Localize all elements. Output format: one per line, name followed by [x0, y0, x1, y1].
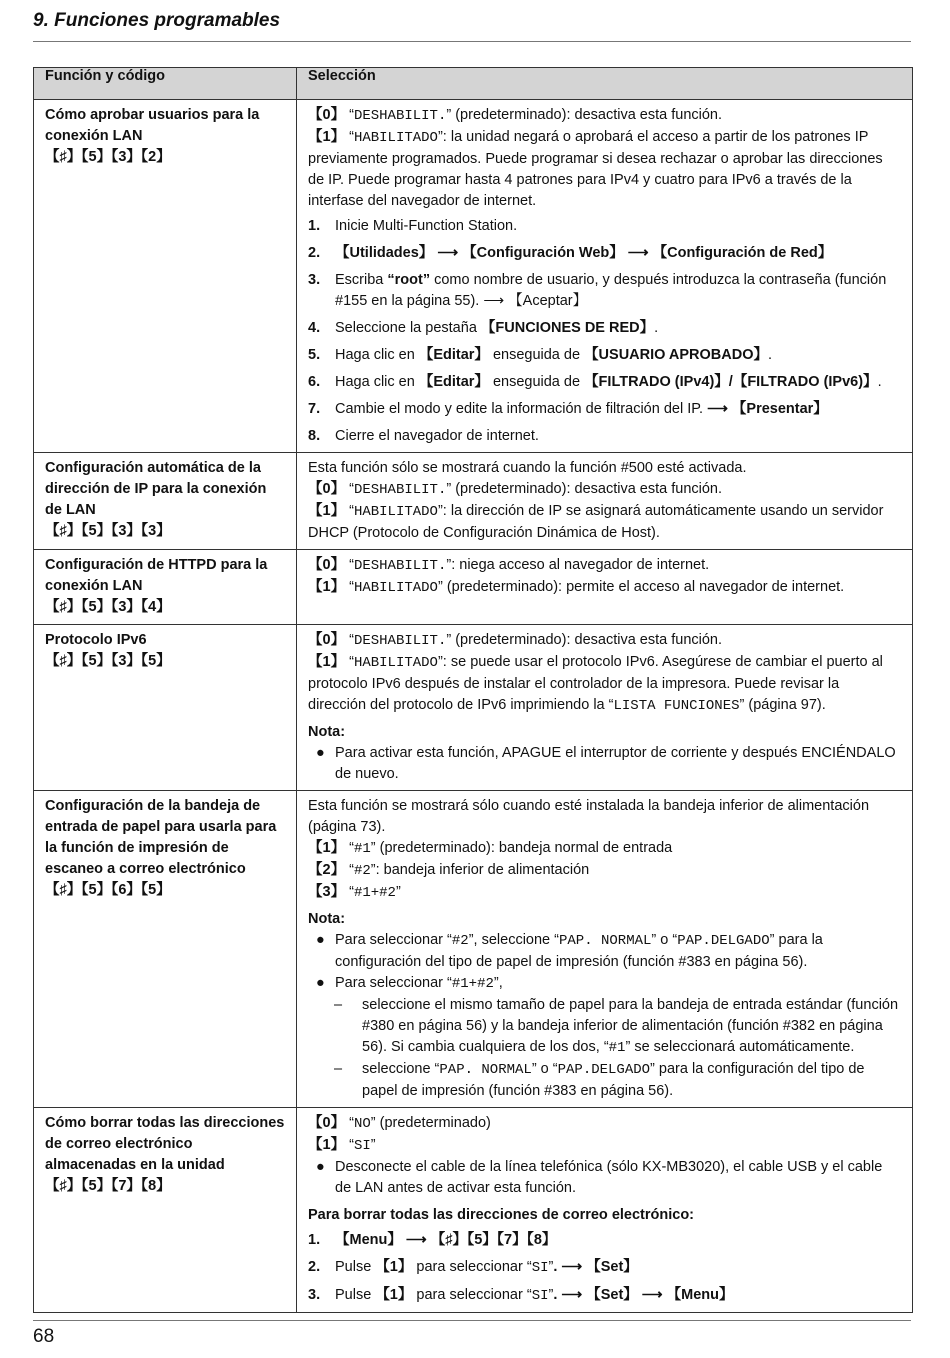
page-number: 68: [33, 1326, 55, 1347]
selection-cell: [297, 100, 913, 453]
procedure-heading: Para borrar todas las direcciones de correo electrónico:: [308, 1207, 695, 1223]
function-code: 【♯】【5】【3】【3】: [45, 523, 171, 539]
option-line: 【0】 “DESHABILIT.” (predeterminado): desactiva esta función.: [308, 107, 723, 124]
bullet-item: ● Para seleccionar “#2”, seleccione “PAP. NORMAL” o “PAP.DELGADO” para la configuración del tipo de papel de impresión (función #383 en página 56).: [308, 930, 901, 973]
table-row: [34, 791, 913, 1108]
table-row: [34, 1108, 913, 1313]
bullet-item: ● Desconecte el cable de la línea telefónica (sólo KX-MB3020), el cable USB y el cable de LAN antes de activar esta función.: [308, 1157, 901, 1199]
option-line: 【0】 “DESHABILIT.” (predeterminado): desactiva esta función.: [308, 632, 723, 649]
note-label: Nota:: [308, 724, 346, 740]
list-item: 3. Pulse 【1】 para seleccionar “SI”. ⟶ 【Set】 ⟶ 【Menu】: [308, 1287, 734, 1304]
function-code: 【♯】【5】【3】【5】: [45, 653, 171, 669]
option-line: 【2】 “#2”: bandeja inferior de alimentación: [308, 862, 590, 879]
function-name: Cómo borrar todas las direcciones de correo electrónico almacenadas en la unidad: [45, 1115, 285, 1173]
option-line: 【1】 “HABILITADO”: se puede usar el protocolo IPv6. Asegúrese de cambiar el puerto al protocolo IPv6 después de instalar el controlador de la impresora. Puede revisar la dirección del protocolo de IPv6 imprimiendo la “LISTA FUNCIONES” (página 97).: [308, 654, 883, 714]
bullet-item: ● Para seleccionar “#1+#2”,: [308, 973, 901, 995]
section-title: 9. Funciones programables: [33, 10, 281, 31]
dash-item: – seleccione “PAP. NORMAL” o “PAP.DELGADO” para la configuración del tipo de papel de impresión (función #383 en página 56).: [334, 1061, 865, 1099]
bullet-icon: ●: [316, 975, 325, 991]
function-name: Protocolo IPv6: [45, 632, 147, 648]
table-row: [34, 453, 913, 550]
column-header-selection: Selección: [297, 68, 913, 100]
list-item: 5. Haga clic en 【Editar】 enseguida de 【USUARIO APROBADO】.: [308, 347, 773, 363]
function-code: 【♯】【5】【6】【5】: [45, 882, 171, 898]
footer-divider: [33, 1320, 911, 1321]
option-line: 【1】 “SI”: [308, 1137, 376, 1154]
list-item: 4. Seleccione la pestaña 【FUNCIONES DE RED】.: [308, 320, 659, 336]
steps-list: [308, 1230, 901, 1307]
function-cell: [34, 550, 297, 625]
note-label: Nota:: [308, 911, 346, 927]
list-item: 7. Cambie el modo y edite la información de filtración del IP. ⟶ 【Presentar】: [308, 401, 828, 417]
bullet-icon: ●: [316, 1159, 325, 1175]
list-item: 2. Pulse 【1】 para seleccionar “SI”. ⟶ 【Set】: [308, 1259, 638, 1276]
table-row: [34, 100, 913, 453]
option-line: 【0】 “DESHABILIT.”: niega acceso al navegador de internet.: [308, 557, 710, 574]
steps-list: [308, 216, 901, 447]
option-line: 【1】 “HABILITADO”: la unidad negará o aprobará el acceso a partir de los patrones IP previamente programados. Puede programar si desea rechazar o aprobar las direcciones de IP. Puede programar hasta 4 patrones para IPv4 y cuatro para IPv6 a través de la interfase del navegador de internet.: [308, 129, 883, 209]
list-item: 6. Haga clic en 【Editar】 enseguida de 【FILTRADO (IPv4)】/【FILTRADO (IPv6)】.: [308, 374, 882, 390]
function-name: Configuración de la bandeja de entrada de papel para usarla para la función de impresión de escaneo a correo electrónico: [45, 798, 277, 877]
dash-item: – seleccione el mismo tamaño de papel para la bandeja de entrada estándar (función #380 en página 56) y la bandeja inferior de alimentación (función #382 en página 56). Si cambia cualquiera de los dos, “#1” se seleccionará automáticamente.: [334, 997, 899, 1056]
list-item: 8. Cierre el navegador de internet.: [308, 428, 539, 444]
option-line: 【0】 “DESHABILIT.” (predeterminado): desactiva esta función.: [308, 481, 723, 498]
selection-cell: [297, 453, 913, 550]
option-line: 【1】 “HABILITADO” (predeterminado): permite el acceso al navegador de internet.: [308, 579, 845, 596]
selection-cell: [297, 791, 913, 1108]
function-cell: [34, 100, 297, 453]
list-item: 1. 【Menu】 ⟶ 【♯】【5】【7】【8】: [308, 1232, 557, 1248]
option-line: 【1】 “#1” (predeterminado): bandeja normal de entrada: [308, 840, 673, 857]
list-item: 1. Inicie Multi-Function Station.: [308, 218, 518, 234]
function-cell: [34, 1108, 297, 1313]
function-cell: [34, 625, 297, 791]
list-item: 2. 【Utilidades】 ⟶ 【Configuración Web】 ⟶ 【Configuración de Red】: [308, 245, 833, 261]
function-cell: [34, 791, 297, 1108]
option-line: 【1】 “HABILITADO”: la dirección de IP se asignará automáticamente usando un servidor DHCP (Protocolo de Configuración Dinámica de Host).: [308, 503, 884, 541]
intro-text: Esta función sólo se mostrará cuando la función #500 esté activada.: [308, 460, 747, 476]
intro-text: Esta función se mostrará sólo cuando esté instalada la bandeja inferior de alimentación (página 73).: [308, 798, 870, 835]
option-line: 【3】 “#1+#2”: [308, 884, 401, 901]
bullet-icon: ●: [316, 932, 325, 948]
bullet-icon: ●: [316, 745, 325, 761]
function-code: 【♯】【5】【3】【4】: [45, 599, 171, 615]
option-line: 【0】 “NO” (predeterminado): [308, 1115, 491, 1132]
selection-cell: [297, 625, 913, 791]
function-code: 【♯】【5】【7】【8】: [45, 1178, 171, 1194]
function-cell: [34, 453, 297, 550]
functions-table: [33, 67, 913, 1313]
function-name: Cómo aprobar usuarios para la conexión LAN: [45, 107, 260, 144]
selection-cell: [297, 550, 913, 625]
page-header: [33, 8, 911, 42]
table-row: [34, 625, 913, 791]
function-code: 【♯】【5】【3】【2】: [45, 149, 171, 165]
column-header-function: Función y código: [34, 68, 297, 100]
list-item: 3. Escriba “root” como nombre de usuario, y después introduzca la contraseña (función #155 en la página 55). ⟶ 【Aceptar】: [308, 272, 887, 309]
table-header-row: [34, 68, 913, 100]
bullet-item: ● Para activar esta función, APAGUE el interruptor de corriente y después ENCIÉNDALO de nuevo.: [308, 743, 901, 785]
function-name: Configuración de HTTPD para la conexión LAN: [45, 557, 268, 594]
table-row: [34, 550, 913, 625]
selection-cell: [297, 1108, 913, 1313]
function-name: Configuración automática de la dirección de IP para la conexión de LAN: [45, 460, 267, 518]
